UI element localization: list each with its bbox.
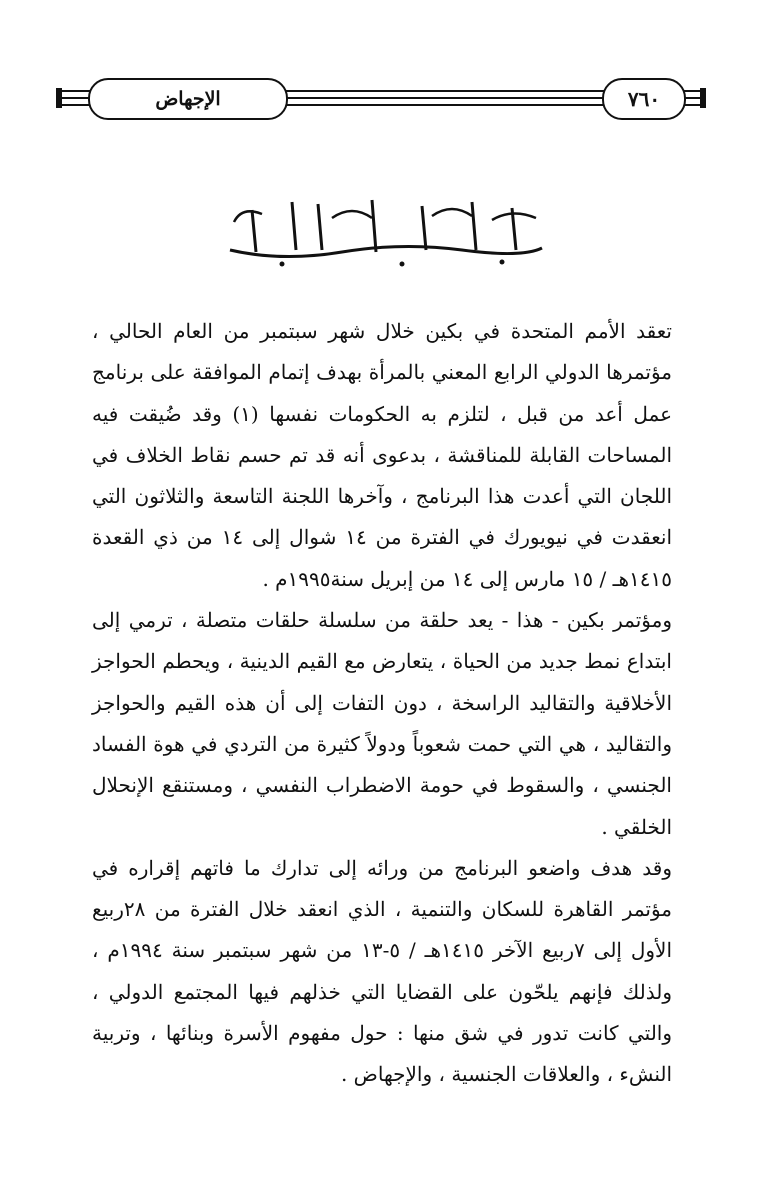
paragraph: تعقد الأمم المتحدة في بكين خلال شهر سبتمبر من العام الحالي ، مؤتمرها الدولي الرابع المعني بالمرأة بهدف إتمام الموافقة على برنامج عمل أعد من قبل ، لتلزم به الحكومات نفسها (١) وقد ضُيقت فيه المساحات القابلة للمناقشة ، بدعوى أنه قد تم حسم نقاط الخلاف في اللجان التي أعدت هذا البرنامج ، وآخرها اللجنة التاسعة والثلاثون التي انعقدت في نيويورك في الفترة من ١٤ شوال إلى ١٤ من ذي القعدة ١٤١٥هـ / ١٥ مارس إلى ١٤ من إبريل سنة١٩٩٥م . [92,319,673,591]
page-number: ٧٦٠ [602,78,686,120]
header-end-cap [700,88,706,108]
chapter-title: الإجهاض [88,78,288,120]
paragraph: وقد هدف واضعو البرنامج من ورائه إلى تدارك ما فاتهم إقراره في مؤتمر القاهرة للسكان والتنمية ، الذي انعقد خلال الفترة من ٢٨ربيع الأول إلى ٧ربيع الآخر ١٤١٥هـ / ٥-١٣ من شهر سبتمبر سنة ١٩٩٤م ، ولذلك فإنهم يلحّون على القضايا التي خذلهم فيها المجتمع الدولي ، والتي كانت تدور في شق منها : حول مفهوم الأسرة وبنائها ، وتربية النشء ، والعلاقات الجنسية ، والإجهاض . [92,855,673,1087]
paragraph: ومؤتمر بكين - هذا - يعد حلقة من سلسلة حلقات متصلة ، ترمي إلى ابتداع نمط جديد من الحياة ، يتعارض مع القيم الدينية ، ويحطم الحواجز الأخلاقية والتقاليد الراسخة ، دون التفات إلى أن هذه القيم والحواجز والتقاليد ، هي التي حمت شعوباً ودولاً كثيرة من التردي في هوة الفساد الجنسي ، والسقوط في حومة الاضطراب النفسي ، ومستنقع الإنحلال الخلقي . [92,608,672,839]
basmala-calligraphy [222,192,550,272]
header-end-cap [56,88,62,108]
article-body [92,311,672,1096]
running-header [58,76,704,120]
